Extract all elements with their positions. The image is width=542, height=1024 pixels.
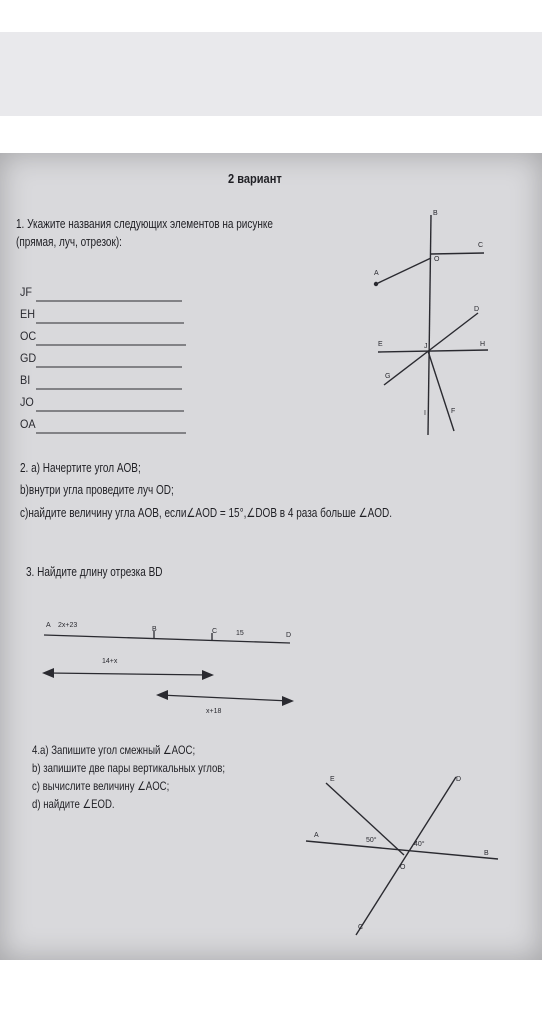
label-C: C (478, 242, 484, 249)
label-B: B (433, 210, 438, 217)
ray-JF (428, 351, 454, 431)
arrow1-expr: 14+x (102, 658, 118, 665)
q4-part-b: b) запишите две пары вертикальных углов; (32, 761, 226, 775)
label-H: H (480, 341, 486, 348)
arrowhead (42, 668, 54, 678)
label-C: C (358, 924, 364, 931)
worksheet-photo (0, 153, 542, 960)
label-B: B (484, 850, 489, 857)
line-GD (384, 313, 478, 385)
q4-part-a: 4.а) Запишите угол смежный ∠AOC; (32, 743, 196, 757)
angle-label-50: 50° (366, 837, 377, 844)
line-AB (306, 841, 498, 859)
q4-part-c: c) вычислите величину ∠AOC; (32, 779, 170, 793)
segment-AD (44, 635, 290, 643)
ray-OC (431, 253, 484, 254)
label-C: C (212, 628, 218, 635)
label-A: A (46, 622, 51, 629)
label-I: I (424, 410, 426, 417)
label-O: O (400, 864, 406, 871)
q2-part-b: b)внутри угла проведите луч OD; (20, 483, 174, 497)
q2-part-c: c)найдите величину угла AOB, если∠AOD = 15°,∠DOB в 4 раза больше ∠AOD. (20, 506, 393, 520)
arrow-14x (48, 673, 210, 675)
label-E: E (330, 776, 335, 783)
q1-item: OC (20, 329, 37, 343)
label-B: B (152, 626, 157, 633)
q1-item: BI (20, 373, 31, 387)
arrowhead (202, 670, 214, 680)
q1-text-line2: (прямая, луч, отрезок): (16, 235, 122, 249)
arrowhead (156, 690, 168, 700)
segment-cd-value: 15 (236, 630, 244, 637)
arrow2-expr: x+18 (206, 708, 222, 715)
angle-label-40: 40° (414, 841, 425, 848)
top-bar (0, 0, 542, 32)
label-A: A (374, 270, 379, 277)
answer-blanks (36, 301, 186, 433)
variant-title: 2 вариант (228, 171, 282, 186)
q1-text-line1: 1. Укажите названия следующих элементов на рисунке (16, 217, 273, 231)
label-G: G (385, 373, 391, 380)
figure-1 (376, 215, 488, 435)
segment-ab-expr: 2x+23 (58, 622, 78, 629)
q1-item: JO (20, 395, 34, 409)
q3-title: 3. Найдите длину отрезка BD (26, 565, 163, 579)
q4-part-d: d) найдите ∠EOD. (32, 797, 115, 811)
label-D: D (456, 776, 462, 783)
arrowhead (282, 696, 294, 706)
worksheet-drawings (0, 153, 542, 960)
line-BI (428, 215, 431, 435)
line-EH (378, 350, 488, 352)
q1-item: GD (20, 351, 37, 365)
arrow-x18 (160, 695, 290, 701)
label-E: E (378, 341, 383, 348)
label-D: D (286, 632, 292, 639)
q2-part-a: 2. а) Начертите угол AOB; (20, 461, 141, 475)
segment-AO (376, 258, 431, 284)
point-A (374, 282, 378, 286)
q1-item: JF (20, 285, 33, 299)
label-A: A (314, 832, 319, 839)
gray-header-band (0, 32, 542, 116)
figure-4 (306, 777, 498, 935)
label-O: O (434, 256, 440, 263)
label-J: J (424, 343, 428, 350)
label-D: D (474, 306, 480, 313)
label-F: F (451, 408, 456, 415)
q1-item: EH (20, 307, 36, 321)
q1-item: OA (20, 417, 36, 431)
line-DC (356, 777, 456, 935)
